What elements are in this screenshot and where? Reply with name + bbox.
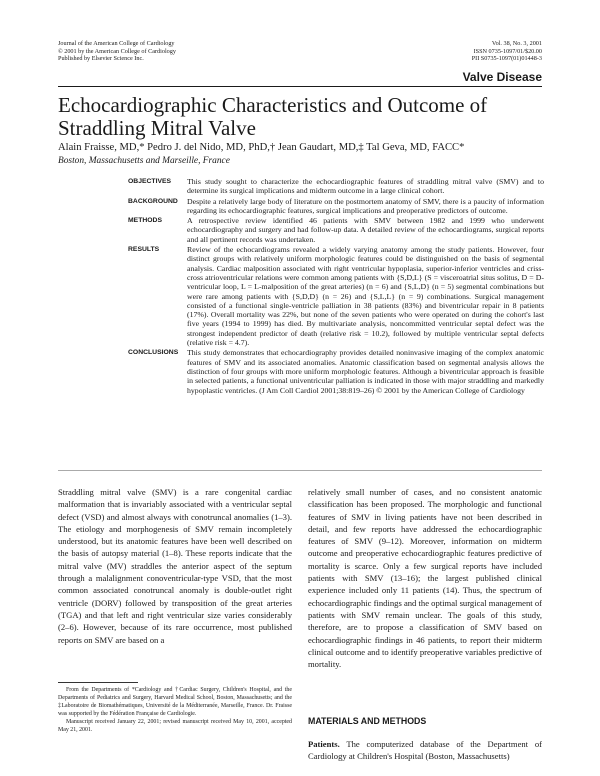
body-column-right: relatively small number of cases, and no consistent anatomic classification has been proposed. The morphologic and functional features of SMV in living patients have not been described in detail, and few reports have addressed the echocardiographic features of SMV (9–12). Moreover, information on midterm outcome and preoperative echocardiographic features predictive of mortality is scarce. Only a few surgical reports have included patients with SMV (13–16); the largest published clinical experience included only 11 patients (14). Thus, the spectrum of echocardiographic findings and the optimal surgical management of patients with SMV remain unclear. The goals of this study, therefore, are to propose a classification of SMV based on echocardiographic findings in 46 patients, to report their midterm clinical outcome and to identify preoperative variables predictive of mortality. bbox=[308, 487, 542, 670]
abstract-divider bbox=[58, 470, 542, 471]
footnote-divider bbox=[58, 682, 138, 683]
publisher-line: Published by Elsevier Science Inc. bbox=[58, 55, 144, 63]
pii-line: PII S0735-1097(01)01448-3 bbox=[471, 55, 542, 63]
affiliation: Boston, Massachusetts and Marseille, France bbox=[58, 156, 230, 166]
abstract-text: This study sought to characterize the echocardiographic features of straddling mitral valve (SMV) and to determine its surgical implications and midterm outcome in a large clinical cohort. bbox=[187, 177, 544, 196]
abstract-heading: CONCLUSIONS bbox=[128, 349, 179, 357]
abstract-heading: OBJECTIVES bbox=[128, 178, 172, 185]
abstract-heading: RESULTS bbox=[128, 246, 160, 254]
affiliation-footnote: From the Departments of *Cardiology and †Cardiac Surgery, Children's Hospital, and the Departments of Pediatrics and Surgery, Harvard Medical School, Boston, Massachusetts; and the ‡Laboratoire de Biomathématiques, Université de la Méditerranée, Marseille, France. Dr. Fraisse was supported by the Fédération Française de Cardiologie. bbox=[58, 687, 292, 717]
abstract-text: Review of the echocardiograms revealed a widely varying anatomy among the study patients. However, four distinct groups with relatively uniform morphologic features could be distinguished on the basis of segmental analysis. Cardiac malposition associated with right ventricular hypoplasia, superior-inferior ventricles and criss-cross atrioventricular relations were common among patients with {S,D,L} (S = visceroatrial situs solitus, D = D-ventricular loop, L = L-malposition of the great arteries) (n = 6) and {S,L,D} (n = 5) segmental combinations but were rare among patients with {S,D,D} (n = 26) and {S,L,L} (n = 9) combinations. Surgical management consisted of a functional single-ventricle palliation in 38 patients (83%) and biventricular repair in 8 patients (17%). Overall mortality was 22%, but none of the seven patients who were operated on during the cohort's last five years (1994 to 1999) has died. By multivariate analysis, noncommitted ventricular septal defect was the strongest independent predictor of death (relative risk = 10.2), followed by multiple ventricular septal defects (relative risk = 4.7). bbox=[187, 245, 544, 348]
article-title: Echocardiographic Characteristics and Outcome of Straddling Mitral Valve bbox=[58, 93, 488, 140]
issn-line: ISSN 0735-1097/01/$20.00 bbox=[473, 47, 542, 55]
abstract-section-conclusions bbox=[128, 348, 544, 394]
patients-paragraph bbox=[308, 738, 542, 763]
volume-line: Vol. 38, No. 3, 2001 bbox=[491, 40, 542, 47]
abstract-section-results bbox=[128, 245, 544, 347]
author-list: Alain Fraisse, MD,* Pedro J. del Nido, MD, PhD,† Jean Gaudart, MD,‡ Tal Geva, MD, FACC* bbox=[58, 142, 465, 153]
abstract-heading: BACKGROUND bbox=[128, 197, 178, 205]
journal-info bbox=[58, 40, 176, 63]
abstract bbox=[128, 177, 544, 395]
abstract-section-methods bbox=[128, 216, 544, 244]
abstract-section-background bbox=[128, 197, 544, 216]
abstract-text: Despite a relatively large body of literature on the postmortem anatomy of SMV, there is a paucity of information regarding its echocardiographic features, surgical implications and preoperative predictors of outcome. bbox=[187, 196, 544, 215]
patients-lead: Patients. bbox=[308, 739, 340, 749]
manuscript-dates-footnote: Manuscript received January 22, 2001; revised manuscript received May 10, 2001, accepted May 21, 2001. bbox=[58, 718, 292, 733]
patients-text: The computerized database of the Department of Cardiology at Children's Hospital (Boston, Massachusetts) bbox=[308, 739, 542, 762]
volume-info bbox=[472, 40, 542, 63]
methods-heading: MATERIALS AND METHODS bbox=[308, 716, 427, 726]
section-label: Valve Disease bbox=[462, 70, 542, 84]
abstract-text: This study demonstrates that echocardiography provides detailed noninvasive imaging of the complex anatomic features of SMV and its associated anomalies. Anatomic classification based on segmental analysis allows the distinction of four groups with more uniform morphologic features. Although a biventricular approach is feasible in selected patients, a functional univentricular palliation is indicated in those with major straddling and markedly hypoplastic ventricles. (J Am Coll Cardiol 2001;38:819–26) © 2001 by the American College of Cardiology bbox=[187, 348, 544, 395]
abstract-text: A retrospective review identified 46 patients with SMV between 1982 and 1999 who underwent echocardiography and surgery and had follow-up data. A detailed review of the echocardiograms, surgical reports and all pertinent records was undertaken. bbox=[187, 216, 544, 244]
journal-name: Journal of the American College of Cardiology bbox=[58, 40, 175, 47]
body-column-left: Straddling mitral valve (SMV) is a rare congenital cardiac malformation that is invariably associated with a ventricular septal defect (VSD) and almost always with conotruncal anomalies (1–3). The etiology and morphogenesis of SMV remain incompletely understood, but its anatomic features have been well described on the basis of autopsy material (1–8). These reports indicate that the mitral valve (MV) straddles the anterior aspect of the septum through a malalignment conoventricular-type VSD, that the most common associated conotruncal anomaly is double-outlet right ventricle (DORV) followed by transposition of the great arteries (TGA) and that left and right ventricular size varies considerably (2–6). However, because of its rare occurrence, most published reports on SMV are based on a bbox=[58, 487, 292, 645]
header-divider bbox=[58, 86, 542, 87]
copyright-line: © 2001 by the American College of Cardiology bbox=[58, 47, 176, 55]
footnotes bbox=[58, 687, 292, 734]
abstract-heading: METHODS bbox=[128, 217, 162, 225]
abstract-section-objectives bbox=[128, 177, 544, 196]
